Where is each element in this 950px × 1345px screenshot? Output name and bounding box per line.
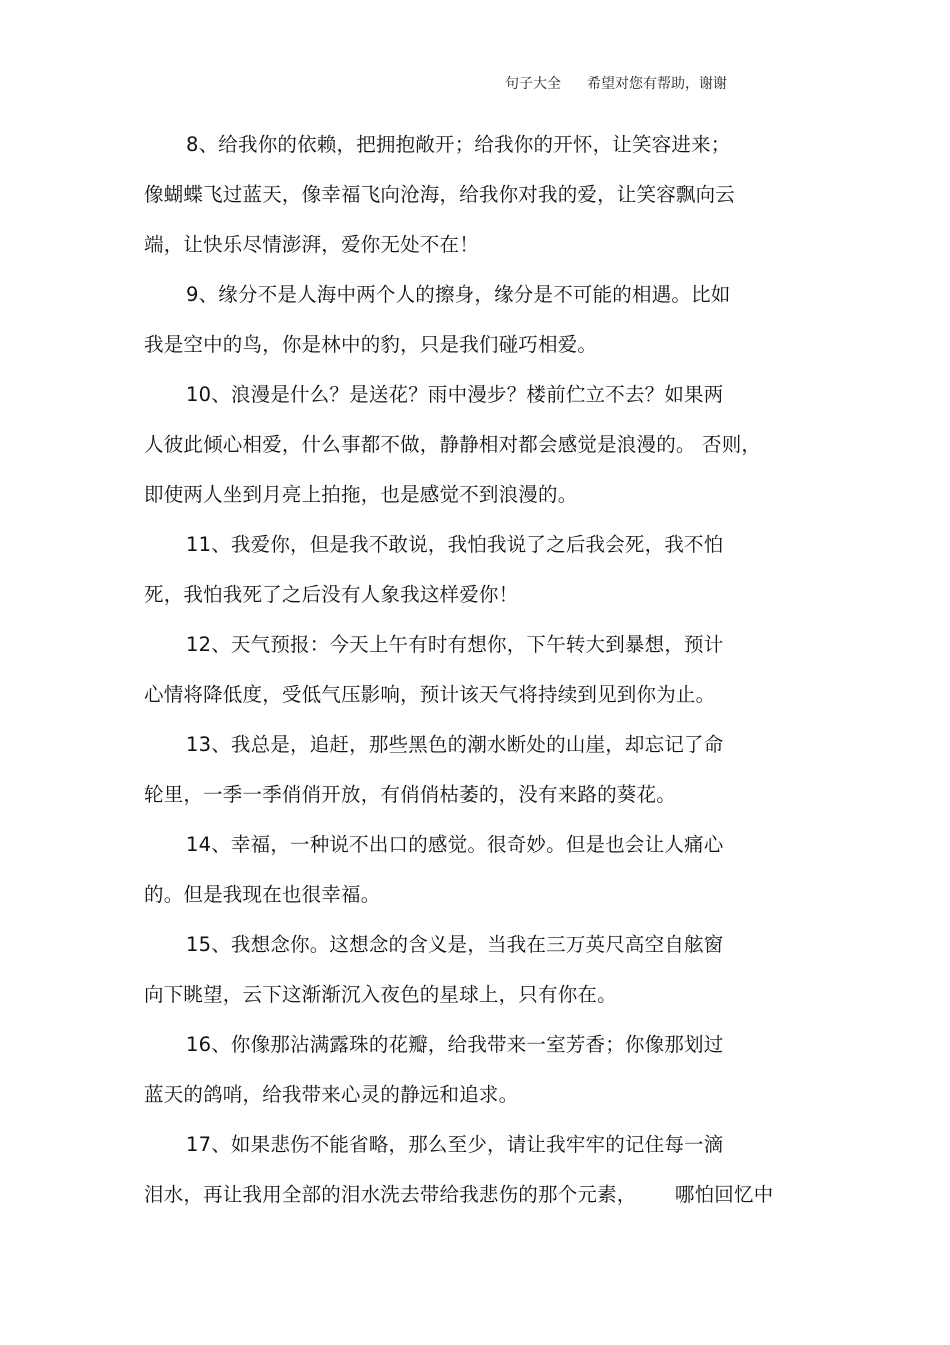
paragraph-11-line-2: 死，我怕我死了之后没有人象我这样爱你！ xyxy=(144,583,519,606)
paragraph-10-line-2: 人彼此倾心相爱，什么事都不做，静静相对都会感觉是浪漫的。 否则， xyxy=(144,433,762,456)
paragraph-10-line-1: 10、浪漫是什么？是送花？雨中漫步？楼前伫立不去？如果两 xyxy=(186,383,724,406)
paragraph-9-line-2: 我是空中的鸟，你是林中的豹，只是我们碰巧相爱。 xyxy=(144,333,598,356)
paragraph-14-line-2: 的。但是我现在也很幸福。 xyxy=(144,883,381,906)
paragraph-15-line-1: 15、我想念你。这想念的含义是，当我在三万英尺高空自舷窗 xyxy=(186,933,724,956)
paragraph-10-line-3: 即使两人坐到月亮上拍拖，也是感觉不到浪漫的。 xyxy=(144,483,578,506)
paragraph-8-line-2: 像蝴蝶飞过蓝天，像幸福飞向沧海，给我你对我的爱，让笑容飘向云 xyxy=(144,183,736,206)
paragraph-13-line-2: 轮里，一季一季俏俏开放，有俏俏枯萎的，没有来路的葵花。 xyxy=(144,783,676,806)
paragraph-16-line-1: 16、你像那沾满露珠的花瓣，给我带来一室芳香；你像那划过 xyxy=(186,1033,724,1056)
header-tagline: 希望对您有帮助，谢谢 xyxy=(587,76,727,92)
header-site-name: 句子大全 xyxy=(505,76,561,92)
paragraph-17-line-1: 17、如果悲伤不能省略，那么至少，请让我牢牢的记住每一滴 xyxy=(186,1133,724,1156)
paragraph-9-line-1: 9、缘分不是人海中两个人的擦身，缘分是不可能的相遇。比如 xyxy=(186,283,731,306)
paragraph-14-line-1: 14、幸福，一种说不出口的感觉。很奇妙。但是也会让人痛心 xyxy=(186,833,724,856)
paragraph-12-line-1: 12、天气预报：今天上午有时有想你，下午转大到暴想，预计 xyxy=(186,633,724,656)
paragraph-8-line-1: 8、给我你的依赖，把拥抱敞开；给我你的开怀，让笑容进来； xyxy=(186,133,731,156)
paragraph-8-line-3: 端，让快乐尽情澎湃，爱你无处不在！ xyxy=(144,233,479,256)
paragraph-11-line-1: 11、我爱你，但是我不敢说，我怕我说了之后我会死，我不怕 xyxy=(186,533,724,556)
paragraph-15-line-2: 向下眺望，云下这渐渐沉入夜色的星球上，只有你在。 xyxy=(144,983,617,1006)
page-header xyxy=(505,74,727,94)
paragraph-13-line-1: 13、我总是，追赶，那些黑色的潮水断处的山崖，却忘记了命 xyxy=(186,733,724,756)
paragraph-16-line-2: 蓝天的鸽哨，给我带来心灵的静远和追求。 xyxy=(144,1083,519,1106)
paragraph-17-line-2: 泪水，再让我用全部的泪水洗去带给我悲伤的那个元素， 哪怕回忆中 xyxy=(144,1183,774,1206)
paragraph-12-line-2: 心情将降低度，受低气压影响，预计该天气将持续到见到你为止。 xyxy=(144,683,716,706)
